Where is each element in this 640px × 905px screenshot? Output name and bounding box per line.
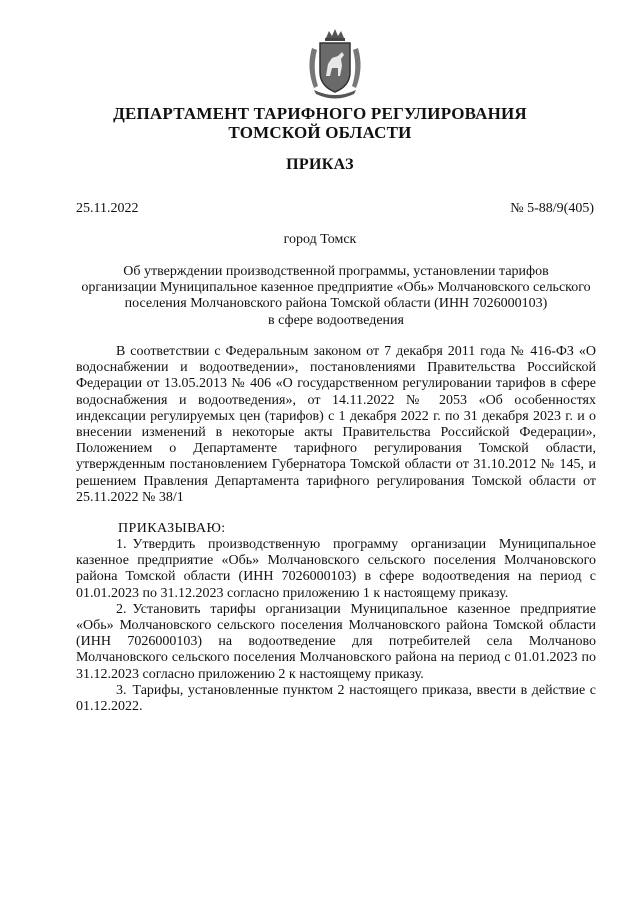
- clause-number: 1.: [116, 537, 127, 552]
- subject-line: организации Муниципальное казенное предприятие «Обь» Молчановского сельского: [81, 280, 591, 296]
- subject-line: Об утверждении производственной программы, установлении тарифов: [123, 264, 549, 279]
- order-clauses: [76, 537, 596, 715]
- preamble-paragraph: В соответствии с Федеральным законом от 7 декабря 2011 года № 416-ФЗ «О водоснабжении и водоотведении», постановлениями Правительства Российской Федерации от 13.05.2013 № 406 «О государственном регулировании тарифов в сфере водоснабжения и водоотведения», от 14.11.2022 № 2053 «Об особенностях индексации регулируемых цен (тарифов) с 1 декабря 2022 г. по 31 декабря 2023 г. и о внесении изменений в некоторые акты Правительства Российской Федерации», Положением о Департаменте тарифного регулирования Томской области, утвержденным постановлением Губернатора Томской области от 31.10.2012 № 145, и решением Правления Департамента тарифного регулирования Томской области от 25.11.2022 № 38/1: [76, 344, 596, 505]
- department-title-line1: ДЕПАРТАМЕНТ ТАРИФНОГО РЕГУЛИРОВАНИЯ: [113, 104, 527, 123]
- document-type-title: ПРИКАЗ: [286, 156, 354, 173]
- subject-line: в сфере водоотведения: [268, 312, 404, 328]
- department-title: [60, 104, 580, 142]
- order-keyword: ПРИКАЗЫВАЮ:: [118, 521, 226, 536]
- clause-text: Утвердить производственную программу организации Муниципальное казенное предприятие «Обь» Молчановского сельского поселения Молчановского района Томской области (ИНН 7026000103) в сфере водоотведения на период с 01.01.2023 по 31.12.2023 согласно приложению 1 к настоящему приказу.: [76, 537, 596, 601]
- order-clause: [76, 602, 596, 683]
- order-subject: [76, 264, 596, 329]
- clause-number: 3.: [116, 682, 127, 698]
- order-number: № 5-88/9(405): [510, 201, 594, 216]
- coat-of-arms-icon: [304, 28, 366, 100]
- department-title-line2: ТОМСКОЙ ОБЛАСТИ: [228, 123, 412, 142]
- order-clause: [76, 683, 596, 715]
- order-clause: [76, 537, 596, 602]
- issue-city: город Томск: [283, 232, 357, 247]
- subject-line: поселения Молчановского района Томской области (ИНН 7026000103): [124, 296, 548, 312]
- order-date: 25.11.2022: [76, 201, 139, 216]
- clause-number: 2.: [116, 601, 127, 617]
- clause-text: Тарифы, установленные пунктом 2 настоящего приказа, ввести в действие с 01.12.2022.: [76, 682, 596, 715]
- clause-text: Установить тарифы организации Муниципальное казенное предприятие «Обь» Молчановского сельского поселения Молчановского района Томской области (ИНН 7026000103) на водоотведение для потребителей села Молчаново Молчановского сельского поселения Молчановского района на период с 01.01.2023 по 31.12.2023 согласно приложению 2 к настоящему приказу.: [76, 601, 596, 682]
